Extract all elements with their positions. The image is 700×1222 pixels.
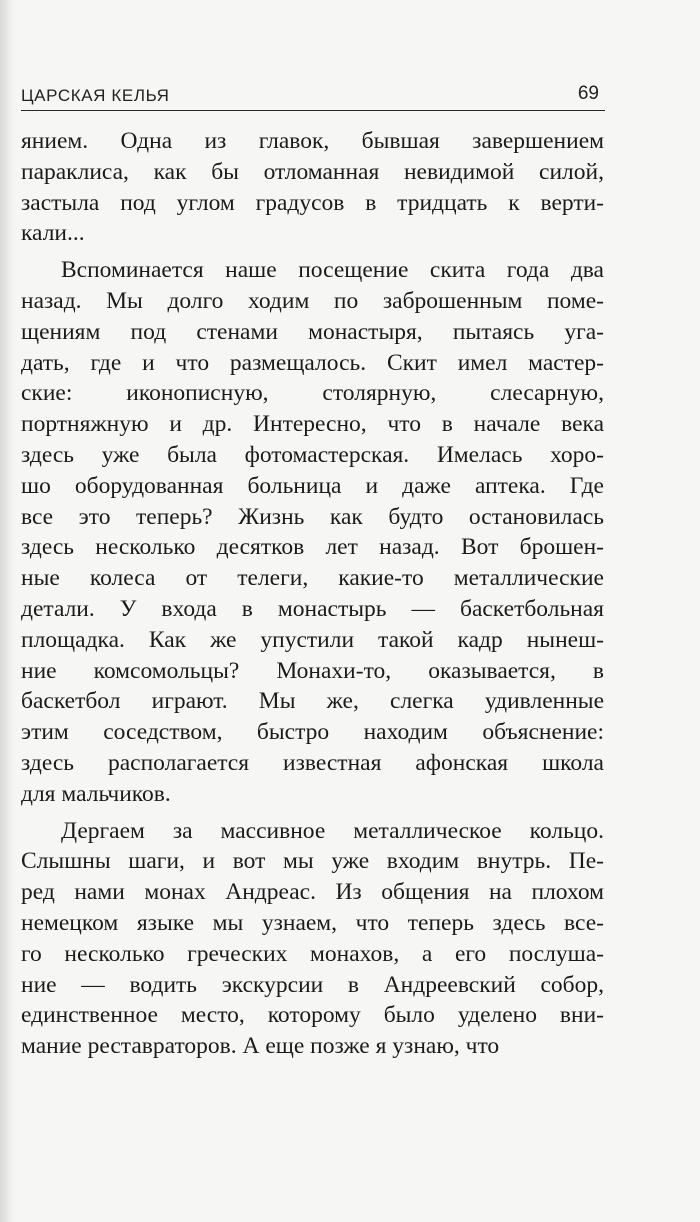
text-line: площадка. Как же упустили такой кадр нынеш- xyxy=(21,626,604,653)
paragraph xyxy=(21,816,604,1062)
text-line: застыла под углом градусов в тридцать к верти- xyxy=(21,189,604,216)
body-text xyxy=(21,126,604,1062)
text-line: портняжную и др. Интересно, что в начале века xyxy=(21,411,604,438)
text-line: Вспоминается наше посещение скита года два xyxy=(61,257,604,284)
text-line: здесь несколько десятков лет назад. Вот брошен- xyxy=(21,534,604,561)
text-line: мание реставраторов. А еще позже я узнаю, что xyxy=(21,1033,500,1060)
text-line: детали. У входа в монастырь — баскетбольная xyxy=(21,595,604,622)
text-line: ские: иконописную, столярную, слесарную, xyxy=(21,380,604,407)
page-number: 69 xyxy=(577,83,599,104)
text-line: назад. Мы долго ходим по заброшенным поме- xyxy=(21,287,604,314)
paragraph xyxy=(21,255,604,809)
text-line: немецком языке мы узнаем, что теперь здесь все- xyxy=(21,909,604,936)
text-line: Слышны шаги, и вот мы уже входим внутрь. Пе- xyxy=(21,848,604,875)
text-line: ние — водить экскурсии в Андреевский собор, xyxy=(21,971,604,998)
running-title: ЦАРСКАЯ КЕЛЬЯ xyxy=(21,86,170,105)
text-line: ред нами монах Андреас. Из общения на плохом xyxy=(21,879,604,906)
text-line: дать, где и что размещалось. Скит имел мастер- xyxy=(21,349,604,376)
text-line: Дергаем за массивное металлическое кольцо. xyxy=(61,817,604,844)
text-line: ные колеса от телеги, какие-то металлические xyxy=(21,565,604,592)
text-line: щениям под стенами монастыря, пытаясь уга- xyxy=(21,318,604,345)
text-line: баскетбол играют. Мы же, слегка удивленные xyxy=(21,688,604,715)
text-line: этим соседством, быстро находим объяснение: xyxy=(21,719,604,746)
scan-edge-shadow xyxy=(0,0,14,1222)
text-line: здесь уже была фотомастерская. Имелась хоро- xyxy=(21,441,604,468)
running-header xyxy=(21,80,605,111)
text-line: все это теперь? Жизнь как будто остановилась xyxy=(21,503,604,530)
text-line: кали... xyxy=(21,220,85,247)
text-line: го несколько греческих монахов, а его послуша- xyxy=(21,940,604,967)
paragraph xyxy=(21,126,604,249)
text-line: параклиса, как бы отломанная невидимой силой, xyxy=(21,158,604,185)
text-line: здесь располагается известная афонская школа xyxy=(21,749,604,776)
text-line: шо оборудованная больница и даже аптека. Где xyxy=(21,472,604,499)
text-line: единственное место, которому было уделено вни- xyxy=(21,1002,604,1029)
text-line: янием. Одна из главок, бывшая завершением xyxy=(21,128,604,154)
text-line: ние комсомольцы? Монахи-то, оказывается, в xyxy=(21,657,604,684)
text-line: для мальчиков. xyxy=(21,780,171,807)
